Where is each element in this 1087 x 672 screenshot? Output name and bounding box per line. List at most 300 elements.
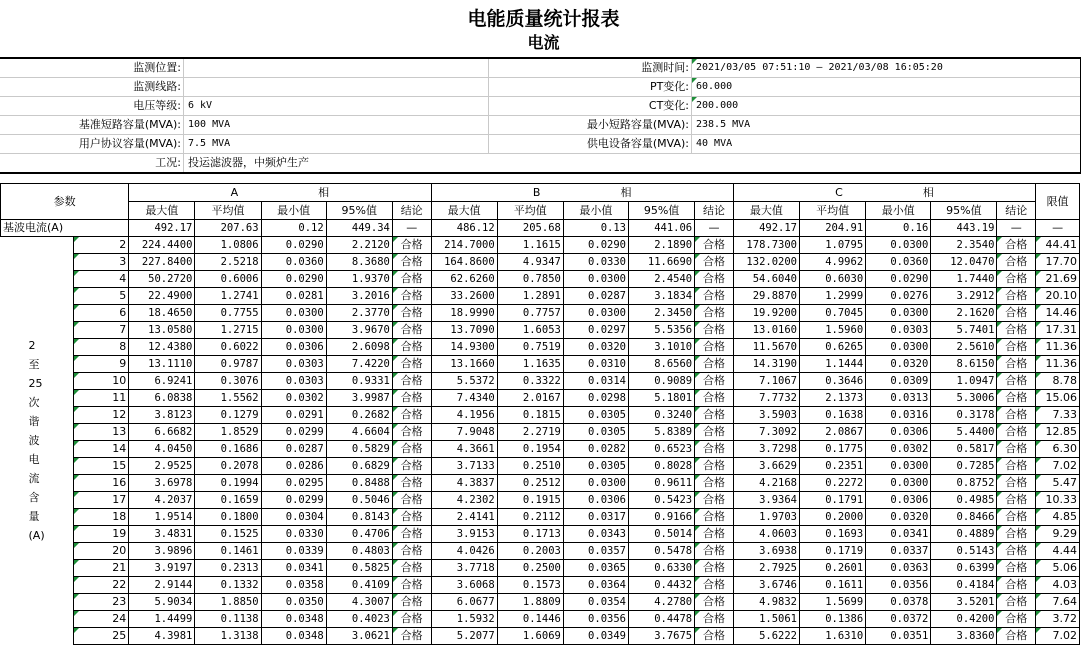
table-cell[interactable]: 205.68 xyxy=(497,220,563,237)
table-cell[interactable]: 0.8143 xyxy=(326,509,392,526)
conclusion-cell[interactable]: 合格 xyxy=(392,577,431,594)
conclusion-cell[interactable]: 合格 xyxy=(997,356,1036,373)
table-cell[interactable]: 13.0580 xyxy=(129,322,195,339)
table-cell[interactable]: 0.3322 xyxy=(497,373,563,390)
table-cell[interactable]: 5.7401 xyxy=(931,322,997,339)
table-cell[interactable]: 4.3007 xyxy=(326,594,392,611)
conclusion-cell[interactable]: 合格 xyxy=(392,356,431,373)
table-cell[interactable]: 2.1373 xyxy=(800,390,866,407)
limit-cell[interactable]: 17.70 xyxy=(1036,254,1080,271)
monitor-location-value[interactable] xyxy=(184,59,489,77)
conclusion-cell[interactable]: 合格 xyxy=(695,458,734,475)
table-cell[interactable]: 54.6040 xyxy=(733,271,799,288)
table-cell[interactable]: 0.0313 xyxy=(866,390,931,407)
table-cell[interactable]: 0.0306 xyxy=(563,492,628,509)
table-cell[interactable]: 5.4400 xyxy=(931,424,997,441)
conclusion-cell[interactable]: 合格 xyxy=(392,492,431,509)
table-cell[interactable]: 0.1713 xyxy=(497,526,563,543)
conclusion-cell[interactable]: 合格 xyxy=(695,475,734,492)
table-cell[interactable]: 3.6629 xyxy=(733,458,799,475)
table-cell[interactable]: 0.5046 xyxy=(326,492,392,509)
table-cell[interactable]: 0.8466 xyxy=(931,509,997,526)
table-cell[interactable]: 2.5610 xyxy=(931,339,997,356)
table-cell[interactable]: 0.0303 xyxy=(261,356,326,373)
table-cell[interactable]: 7.4220 xyxy=(326,356,392,373)
table-cell[interactable]: 5.6222 xyxy=(733,628,799,645)
table-cell[interactable]: 224.4400 xyxy=(129,237,195,254)
conclusion-cell[interactable]: 合格 xyxy=(997,628,1036,645)
table-cell[interactable]: 4.9962 xyxy=(800,254,866,271)
table-cell[interactable]: 0.0341 xyxy=(866,526,931,543)
table-cell[interactable]: 449.34 xyxy=(326,220,392,237)
conclusion-cell[interactable]: 合格 xyxy=(997,390,1036,407)
table-cell[interactable]: 0.0341 xyxy=(261,560,326,577)
table-cell[interactable]: 0.0290 xyxy=(866,271,931,288)
table-cell[interactable]: 207.63 xyxy=(195,220,261,237)
table-cell[interactable]: 0.5829 xyxy=(326,441,392,458)
table-cell[interactable]: 0.0339 xyxy=(261,543,326,560)
table-cell[interactable]: 0.8028 xyxy=(628,458,694,475)
conclusion-cell[interactable]: 合格 xyxy=(392,407,431,424)
conclusion-cell[interactable]: 合格 xyxy=(997,271,1036,288)
table-cell[interactable]: 0.0343 xyxy=(563,526,628,543)
table-cell[interactable]: 0.0356 xyxy=(563,611,628,628)
table-cell[interactable]: 0.0299 xyxy=(261,424,326,441)
table-cell[interactable]: 0.0354 xyxy=(563,594,628,611)
table-cell[interactable]: 0.5478 xyxy=(628,543,694,560)
table-cell[interactable]: 0.5825 xyxy=(326,560,392,577)
table-cell[interactable]: 4.2168 xyxy=(733,475,799,492)
table-cell[interactable]: 0.0358 xyxy=(261,577,326,594)
table-cell[interactable]: 4.0426 xyxy=(431,543,497,560)
table-cell[interactable]: 0.4803 xyxy=(326,543,392,560)
table-cell[interactable]: 6.9241 xyxy=(129,373,195,390)
limit-cell[interactable]: 44.41 xyxy=(1036,237,1080,254)
table-cell[interactable]: 1.0947 xyxy=(931,373,997,390)
table-cell[interactable]: 1.9370 xyxy=(326,271,392,288)
conclusion-cell[interactable]: 合格 xyxy=(997,322,1036,339)
limit-cell[interactable]: 6.30 xyxy=(1036,441,1080,458)
table-cell[interactable]: 0.0303 xyxy=(866,322,931,339)
table-cell[interactable]: 14.3190 xyxy=(733,356,799,373)
table-cell[interactable]: 2.2719 xyxy=(497,424,563,441)
table-cell[interactable]: 7.7732 xyxy=(733,390,799,407)
table-cell[interactable]: 0.2510 xyxy=(497,458,563,475)
table-cell[interactable]: 0.4478 xyxy=(628,611,694,628)
limit-cell[interactable]: 3.72 xyxy=(1036,611,1080,628)
user-agreement-value[interactable]: 7.5 MVA xyxy=(184,135,489,153)
conclusion-cell[interactable]: 合格 xyxy=(997,237,1036,254)
table-cell[interactable]: 1.5932 xyxy=(431,611,497,628)
conclusion-cell[interactable]: 合格 xyxy=(695,441,734,458)
table-cell[interactable]: 1.5061 xyxy=(733,611,799,628)
table-cell[interactable]: 1.2891 xyxy=(497,288,563,305)
table-cell[interactable]: 492.17 xyxy=(733,220,799,237)
conclusion-cell[interactable]: 合格 xyxy=(392,475,431,492)
table-cell[interactable]: 3.7675 xyxy=(628,628,694,645)
table-cell[interactable]: 0.2003 xyxy=(497,543,563,560)
table-cell[interactable]: 0.0287 xyxy=(563,288,628,305)
table-cell[interactable]: 0.13 xyxy=(563,220,628,237)
conclusion-cell[interactable]: 合格 xyxy=(392,560,431,577)
table-cell[interactable]: 8.6560 xyxy=(628,356,694,373)
limit-cell[interactable]: 4.03 xyxy=(1036,577,1080,594)
table-cell[interactable]: 11.6690 xyxy=(628,254,694,271)
table-cell[interactable]: 1.6310 xyxy=(800,628,866,645)
table-cell[interactable]: 0.6330 xyxy=(628,560,694,577)
table-cell[interactable]: 13.1660 xyxy=(431,356,497,373)
conclusion-cell[interactable]: 合格 xyxy=(392,288,431,305)
table-cell[interactable]: 6.6682 xyxy=(129,424,195,441)
table-cell[interactable]: 3.9364 xyxy=(733,492,799,509)
condition-value[interactable]: 投运滤波器，中频炉生产 xyxy=(188,156,309,169)
conclusion-cell[interactable]: 合格 xyxy=(997,407,1036,424)
table-cell[interactable]: 1.5562 xyxy=(195,390,261,407)
table-cell[interactable]: 2.6098 xyxy=(326,339,392,356)
conclusion-cell[interactable]: 合格 xyxy=(695,356,734,373)
table-cell[interactable]: 3.9896 xyxy=(129,543,195,560)
table-cell[interactable]: 5.1801 xyxy=(628,390,694,407)
table-cell[interactable]: 0.2000 xyxy=(800,509,866,526)
table-cell[interactable]: 3.7718 xyxy=(431,560,497,577)
table-cell[interactable]: 0.4184 xyxy=(931,577,997,594)
table-cell[interactable]: 164.8600 xyxy=(431,254,497,271)
conclusion-cell[interactable]: 合格 xyxy=(695,424,734,441)
table-cell[interactable]: 178.7300 xyxy=(733,237,799,254)
table-cell[interactable]: 4.2302 xyxy=(431,492,497,509)
table-cell[interactable]: 5.8389 xyxy=(628,424,694,441)
table-cell[interactable]: 3.1834 xyxy=(628,288,694,305)
conclusion-cell[interactable]: 合格 xyxy=(392,271,431,288)
conclusion-cell[interactable]: 合格 xyxy=(695,577,734,594)
table-cell[interactable]: 0.0276 xyxy=(866,288,931,305)
table-cell[interactable]: 0.1573 xyxy=(497,577,563,594)
table-cell[interactable]: 22.4900 xyxy=(129,288,195,305)
table-cell[interactable]: 13.1110 xyxy=(129,356,195,373)
conclusion-cell[interactable]: 合格 xyxy=(997,458,1036,475)
table-cell[interactable]: 0.0364 xyxy=(563,577,628,594)
table-cell[interactable]: 0.0365 xyxy=(563,560,628,577)
table-cell[interactable]: 0.2313 xyxy=(195,560,261,577)
table-cell[interactable]: 2.5218 xyxy=(195,254,261,271)
table-cell[interactable]: 0.0320 xyxy=(866,509,931,526)
table-cell[interactable]: 0.0356 xyxy=(866,577,931,594)
table-cell[interactable]: 0.0349 xyxy=(563,628,628,645)
min-short-circuit-value[interactable]: 238.5 MVA xyxy=(696,119,751,130)
table-cell[interactable]: 0.9611 xyxy=(628,475,694,492)
table-cell[interactable]: 4.6604 xyxy=(326,424,392,441)
conclusion-cell[interactable]: 合格 xyxy=(695,322,734,339)
pt-value[interactable] xyxy=(692,78,1080,96)
table-cell[interactable]: 0.0306 xyxy=(261,339,326,356)
table-cell[interactable]: 5.5372 xyxy=(431,373,497,390)
conclusion-cell[interactable]: 合格 xyxy=(392,458,431,475)
table-cell[interactable]: 5.5356 xyxy=(628,322,694,339)
limit-cell[interactable]: 5.47 xyxy=(1036,475,1080,492)
limit-cell[interactable]: 21.69 xyxy=(1036,271,1080,288)
limit-cell[interactable]: 9.29 xyxy=(1036,526,1080,543)
conclusion-cell[interactable]: 合格 xyxy=(997,560,1036,577)
table-cell[interactable]: 3.8360 xyxy=(931,628,997,645)
table-cell[interactable]: 4.0450 xyxy=(129,441,195,458)
table-cell[interactable]: 0.1719 xyxy=(800,543,866,560)
table-cell[interactable]: 0.0337 xyxy=(866,543,931,560)
table-cell[interactable]: 443.19 xyxy=(931,220,997,237)
table-cell[interactable]: 0.0348 xyxy=(261,628,326,645)
table-cell[interactable]: 18.9990 xyxy=(431,305,497,322)
table-cell[interactable]: 1.9703 xyxy=(733,509,799,526)
table-cell[interactable]: 0.2500 xyxy=(497,560,563,577)
table-cell[interactable]: 0.0306 xyxy=(866,424,931,441)
table-cell[interactable]: 0.6006 xyxy=(195,271,261,288)
table-cell[interactable]: 4.2037 xyxy=(129,492,195,509)
conclusion-cell[interactable]: 合格 xyxy=(997,509,1036,526)
conclusion-cell[interactable]: 合格 xyxy=(997,424,1036,441)
conclusion-cell[interactable]: 合格 xyxy=(997,254,1036,271)
table-cell[interactable]: 0.4889 xyxy=(931,526,997,543)
table-cell[interactable]: 2.7925 xyxy=(733,560,799,577)
table-cell[interactable]: 0.4706 xyxy=(326,526,392,543)
table-cell[interactable]: 2.9144 xyxy=(129,577,195,594)
table-cell[interactable]: 0.6829 xyxy=(326,458,392,475)
conclusion-cell[interactable]: 合格 xyxy=(695,492,734,509)
table-cell[interactable]: 0.0378 xyxy=(866,594,931,611)
table-cell[interactable]: 0.0305 xyxy=(563,407,628,424)
table-cell[interactable]: 0.0305 xyxy=(563,424,628,441)
conclusion-cell[interactable]: 合格 xyxy=(997,441,1036,458)
table-cell[interactable]: 0.0360 xyxy=(261,254,326,271)
table-cell[interactable]: 0.0299 xyxy=(261,492,326,509)
table-cell[interactable]: 3.4831 xyxy=(129,526,195,543)
table-cell[interactable]: 1.1615 xyxy=(497,237,563,254)
table-cell[interactable]: 1.8850 xyxy=(195,594,261,611)
voltage-level-value[interactable]: 6 kV xyxy=(184,97,489,115)
table-cell[interactable]: 4.0603 xyxy=(733,526,799,543)
conclusion-cell[interactable]: 合格 xyxy=(392,441,431,458)
table-cell[interactable]: 3.7133 xyxy=(431,458,497,475)
table-cell[interactable]: 1.5960 xyxy=(800,322,866,339)
table-cell[interactable]: 0.4985 xyxy=(931,492,997,509)
table-cell[interactable]: 0.1525 xyxy=(195,526,261,543)
table-cell[interactable]: 0.7850 xyxy=(497,271,563,288)
conclusion-cell[interactable]: 合格 xyxy=(997,526,1036,543)
table-cell[interactable]: 0.1461 xyxy=(195,543,261,560)
table-cell[interactable]: 0.1954 xyxy=(497,441,563,458)
table-cell[interactable]: 0.1775 xyxy=(800,441,866,458)
table-cell[interactable]: 0.0372 xyxy=(866,611,931,628)
limit-cell[interactable]: 4.44 xyxy=(1036,543,1080,560)
table-cell[interactable]: 4.2780 xyxy=(628,594,694,611)
table-cell[interactable]: 4.3661 xyxy=(431,441,497,458)
table-cell[interactable]: 204.91 xyxy=(800,220,866,237)
table-cell[interactable]: 0.2078 xyxy=(195,458,261,475)
conclusion-cell[interactable]: 合格 xyxy=(392,628,431,645)
conclusion-cell[interactable]: 合格 xyxy=(695,373,734,390)
conclusion-cell[interactable]: 合格 xyxy=(392,509,431,526)
conclusion-cell[interactable]: 合格 xyxy=(997,594,1036,611)
table-cell[interactable]: 7.3092 xyxy=(733,424,799,441)
conclusion-cell[interactable]: 合格 xyxy=(695,237,734,254)
table-cell[interactable]: 0.0309 xyxy=(866,373,931,390)
conclusion-cell[interactable]: 合格 xyxy=(392,305,431,322)
table-cell[interactable]: 1.2741 xyxy=(195,288,261,305)
table-cell[interactable]: 0.0300 xyxy=(261,305,326,322)
table-cell[interactable]: 0.0300 xyxy=(866,305,931,322)
table-cell[interactable]: 441.06 xyxy=(628,220,694,237)
table-cell[interactable]: 0.7755 xyxy=(195,305,261,322)
table-cell[interactable]: 0.1800 xyxy=(195,509,261,526)
table-cell[interactable]: 0.1446 xyxy=(497,611,563,628)
table-cell[interactable]: 4.3981 xyxy=(129,628,195,645)
table-cell[interactable]: — xyxy=(1036,220,1080,237)
table-cell[interactable]: 13.7090 xyxy=(431,322,497,339)
table-cell[interactable]: 214.7000 xyxy=(431,237,497,254)
table-cell[interactable]: 0.0300 xyxy=(866,458,931,475)
table-cell[interactable]: 0.1791 xyxy=(800,492,866,509)
limit-cell[interactable]: 10.33 xyxy=(1036,492,1080,509)
table-cell[interactable]: 0.3646 xyxy=(800,373,866,390)
table-cell[interactable]: 4.1956 xyxy=(431,407,497,424)
table-cell[interactable]: 3.7298 xyxy=(733,441,799,458)
table-cell[interactable]: 0.6022 xyxy=(195,339,261,356)
table-cell[interactable]: 0.0300 xyxy=(563,271,628,288)
table-cell[interactable]: 13.0160 xyxy=(733,322,799,339)
limit-cell[interactable]: 5.06 xyxy=(1036,560,1080,577)
limit-cell[interactable]: 20.10 xyxy=(1036,288,1080,305)
table-cell[interactable]: 0.0363 xyxy=(866,560,931,577)
table-cell[interactable]: 3.2016 xyxy=(326,288,392,305)
conclusion-cell[interactable]: 合格 xyxy=(392,237,431,254)
table-cell[interactable]: 2.3770 xyxy=(326,305,392,322)
table-cell[interactable]: 1.8529 xyxy=(195,424,261,441)
conclusion-cell[interactable]: 合格 xyxy=(392,254,431,271)
table-cell[interactable]: 0.6030 xyxy=(800,271,866,288)
table-cell[interactable]: 0.0317 xyxy=(563,509,628,526)
conclusion-cell[interactable]: 合格 xyxy=(695,390,734,407)
table-cell[interactable]: 0.2112 xyxy=(497,509,563,526)
table-cell[interactable]: 3.0621 xyxy=(326,628,392,645)
table-cell[interactable]: 3.9153 xyxy=(431,526,497,543)
limit-cell[interactable]: 17.31 xyxy=(1036,322,1080,339)
table-cell[interactable]: 1.6069 xyxy=(497,628,563,645)
conclusion-cell[interactable]: 合格 xyxy=(695,305,734,322)
table-cell[interactable]: 0.0300 xyxy=(866,237,931,254)
table-cell[interactable]: 0.5817 xyxy=(931,441,997,458)
table-cell[interactable]: 1.3138 xyxy=(195,628,261,645)
table-cell[interactable]: 3.6746 xyxy=(733,577,799,594)
table-cell[interactable]: 2.0867 xyxy=(800,424,866,441)
table-cell[interactable]: 5.3006 xyxy=(931,390,997,407)
table-cell[interactable]: 29.8870 xyxy=(733,288,799,305)
table-cell[interactable]: 0.0300 xyxy=(866,339,931,356)
table-cell[interactable]: 0.1138 xyxy=(195,611,261,628)
table-cell[interactable]: 0.0295 xyxy=(261,475,326,492)
table-cell[interactable]: 1.2715 xyxy=(195,322,261,339)
table-cell[interactable]: 2.1890 xyxy=(628,237,694,254)
table-cell[interactable]: 0.0303 xyxy=(261,373,326,390)
table-cell[interactable]: 0.4200 xyxy=(931,611,997,628)
table-cell[interactable]: 0.0314 xyxy=(563,373,628,390)
limit-cell[interactable]: 7.33 xyxy=(1036,407,1080,424)
table-cell[interactable]: 14.9300 xyxy=(431,339,497,356)
table-cell[interactable]: — xyxy=(695,220,734,237)
table-cell[interactable]: 8.6150 xyxy=(931,356,997,373)
conclusion-cell[interactable]: 合格 xyxy=(392,526,431,543)
table-cell[interactable]: 7.9048 xyxy=(431,424,497,441)
table-cell[interactable]: 0.0330 xyxy=(261,526,326,543)
conclusion-cell[interactable]: 合格 xyxy=(392,543,431,560)
table-cell[interactable]: 3.6978 xyxy=(129,475,195,492)
table-cell[interactable]: 0.0350 xyxy=(261,594,326,611)
table-cell[interactable]: 0.0290 xyxy=(261,271,326,288)
monitor-time-value[interactable] xyxy=(692,59,1080,77)
table-cell[interactable]: 0.5014 xyxy=(628,526,694,543)
limit-cell[interactable]: 14.46 xyxy=(1036,305,1080,322)
table-cell[interactable]: 0.9787 xyxy=(195,356,261,373)
table-cell[interactable]: 227.8400 xyxy=(129,254,195,271)
table-cell[interactable]: 3.9987 xyxy=(326,390,392,407)
table-cell[interactable]: 50.2720 xyxy=(129,271,195,288)
table-cell[interactable]: 0.9166 xyxy=(628,509,694,526)
table-cell[interactable]: 0.3240 xyxy=(628,407,694,424)
monitor-line-value[interactable] xyxy=(184,78,489,96)
table-cell[interactable]: 0.0320 xyxy=(563,339,628,356)
table-cell[interactable]: 1.8809 xyxy=(497,594,563,611)
supply-capacity-value[interactable]: 40 MVA xyxy=(696,138,733,149)
table-cell[interactable]: 0.0360 xyxy=(866,254,931,271)
table-cell[interactable]: 1.2999 xyxy=(800,288,866,305)
table-cell[interactable]: 0.7519 xyxy=(497,339,563,356)
table-cell[interactable]: — xyxy=(997,220,1036,237)
table-cell[interactable]: 12.0470 xyxy=(931,254,997,271)
table-cell[interactable]: 1.6053 xyxy=(497,322,563,339)
table-cell[interactable]: 0.1638 xyxy=(800,407,866,424)
table-cell[interactable]: 0.2601 xyxy=(800,560,866,577)
table-cell[interactable]: 0.6265 xyxy=(800,339,866,356)
conclusion-cell[interactable]: 合格 xyxy=(997,577,1036,594)
table-cell[interactable]: 12.4380 xyxy=(129,339,195,356)
conclusion-cell[interactable]: 合格 xyxy=(392,339,431,356)
table-cell[interactable]: 0.0348 xyxy=(261,611,326,628)
conclusion-cell[interactable]: 合格 xyxy=(392,594,431,611)
conclusion-cell[interactable]: 合格 xyxy=(392,373,431,390)
table-cell[interactable]: 0.9331 xyxy=(326,373,392,390)
conclusion-cell[interactable]: 合格 xyxy=(997,611,1036,628)
table-cell[interactable]: 0.1686 xyxy=(195,441,261,458)
table-cell[interactable]: 4.9347 xyxy=(497,254,563,271)
conclusion-cell[interactable]: 合格 xyxy=(695,407,734,424)
table-cell[interactable]: 1.1444 xyxy=(800,356,866,373)
limit-cell[interactable]: 7.64 xyxy=(1036,594,1080,611)
conclusion-cell[interactable]: 合格 xyxy=(695,594,734,611)
table-cell[interactable]: 2.0167 xyxy=(497,390,563,407)
limit-cell[interactable]: 7.02 xyxy=(1036,628,1080,645)
table-cell[interactable]: 0.0282 xyxy=(563,441,628,458)
table-cell[interactable]: 0.0302 xyxy=(261,390,326,407)
table-cell[interactable]: 0.0320 xyxy=(866,356,931,373)
table-cell[interactable]: 2.4540 xyxy=(628,271,694,288)
table-cell[interactable]: 3.8123 xyxy=(129,407,195,424)
table-cell[interactable]: 0.2351 xyxy=(800,458,866,475)
table-cell[interactable]: 1.0795 xyxy=(800,237,866,254)
table-cell[interactable]: 0.0330 xyxy=(563,254,628,271)
conclusion-cell[interactable]: 合格 xyxy=(392,424,431,441)
table-cell[interactable]: 0.8488 xyxy=(326,475,392,492)
table-cell[interactable]: 3.9197 xyxy=(129,560,195,577)
table-cell[interactable]: 6.0677 xyxy=(431,594,497,611)
table-cell[interactable]: 3.9670 xyxy=(326,322,392,339)
table-cell[interactable]: 1.7440 xyxy=(931,271,997,288)
